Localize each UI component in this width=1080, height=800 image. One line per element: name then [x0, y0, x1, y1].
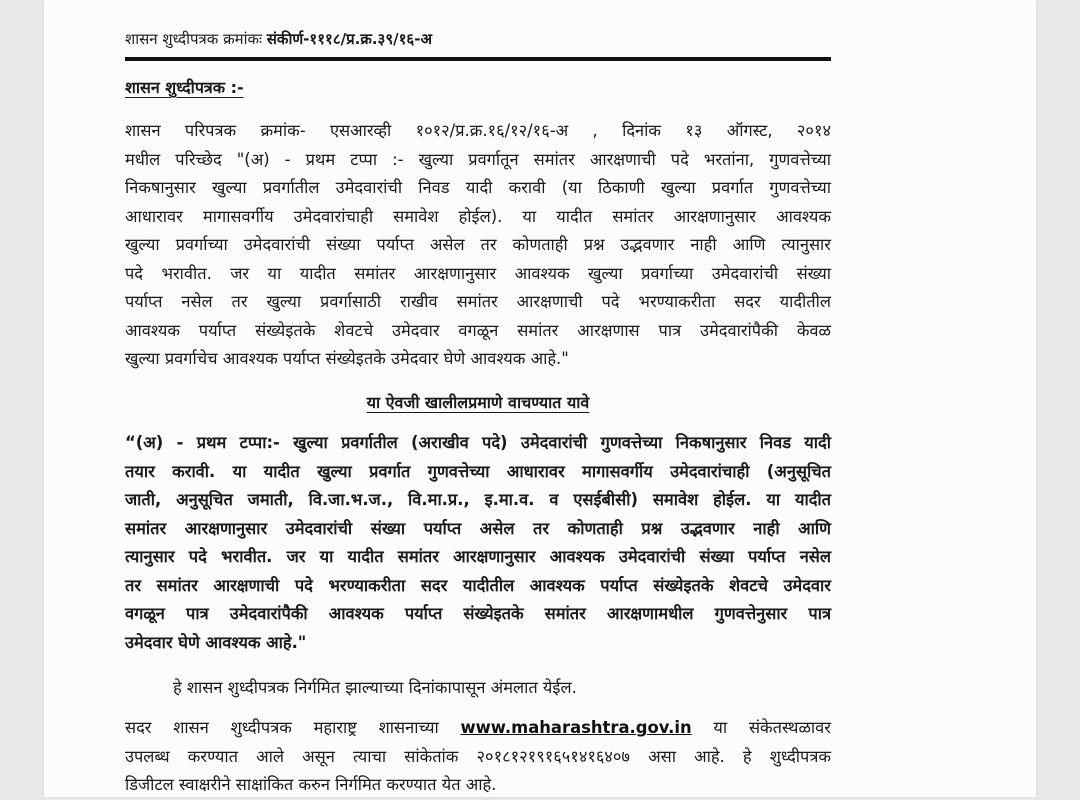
paragraph-line: तयार करावी. या यादीत खुल्या प्रवर्गात गुणवत्तेच्या आधारावर मागासवर्गीय उमेदवारांचाही (अनुसूचित	[125, 461, 831, 481]
page-title: शासन शुध्दीपत्रक :-	[125, 78, 244, 97]
paragraph-line: वगळून पात्र उमेदवारांपैकी आवश्यक पर्याप्त संख्येइतके समांतर आरक्षणामधील गुणवत्तेनुसार पात्र	[125, 604, 831, 623]
document-page	[44, 0, 1036, 797]
section-heading: या ऐवजी खालीलप्रमाणे वाचण्यात यावे	[366, 393, 590, 412]
paragraph-line: शासन परिपत्रक क्रमांक- एसआरव्ही १०१२/प्र.क्र.१६/१२/१६-अ , दिनांक १३ ऑगस्ट, २०१४	[125, 121, 831, 140]
paragraph-line: तर समांतर आरक्षणाची पदे भरण्याकरीता सदर यादीतील आवश्यक पर्याप्त संख्येइतके शेवटचे उमेदवार	[125, 575, 831, 595]
paragraph-line: मधील परिच्छेद "(अ) - प्रथम टप्पा :- खुल्या प्रवर्गातून समांतर आरक्षणाची पदे भरतांना, गुणवत्तेच्या	[125, 149, 831, 169]
paragraph-effective: हे शासन शुध्दीपत्रक निर्गमित झाल्याच्या दिनांकापासून अंमलात येईल.	[173, 678, 577, 697]
header-number: संकीर्ण-१११८/प्र.क्र.३९/१६-अ	[266, 30, 432, 48]
paragraph-line: जाती, अनुसूचित जमाती, वि.जा.भ.ज., वि.मा.प्र., इ.मा.व. व एसईबीसी) समावेश होईल. या यादीत	[125, 490, 831, 509]
website-text-after: या संकेतस्थळावर	[691, 718, 831, 737]
website-text-before: सदर शासन शुध्दीपत्रक महाराष्ट्र शासनाच्या	[125, 718, 461, 737]
header-rule	[125, 57, 831, 61]
paragraph-line: खुल्या प्रवर्गाचेच आवश्यक पर्याप्त संख्येइतके उमेदवार घेणे आवश्यक आहे."	[125, 349, 569, 368]
paragraph-line: पर्याप्त नसेल तर खुल्या प्रवर्गासाठी राखीव समांतर आरक्षणाची पदे भरण्याकरीता सदर यादीतील	[125, 292, 831, 311]
paragraph-line	[125, 714, 831, 743]
header-prefix: शासन शुध्दीपत्रक क्रमांकः	[125, 30, 267, 48]
paragraph-line: उमेदवार घेणे आवश्यक आहे."	[125, 632, 307, 652]
paragraph-line: निकषानुसार खुल्या प्रवर्गातील उमेदवारांची निवड यादी करावी (या ठिकाणी खुल्या प्रवर्गात गुणवत्तेच्या	[125, 178, 831, 197]
paragraph-line: उपलब्ध करण्यात आले असून त्याचा सांकेतांक २०१८१२१९१६५१४१६४०७ असा आहे. हे शुध्दीपत्रक	[125, 746, 831, 766]
paragraph-line: पदे भरावीत. जर या यादीत समांतर आरक्षणानुसार आवश्यक खुल्या प्रवर्गाच्या उमेदवारांची संख्या	[125, 263, 831, 283]
paragraph-line: डिजीटल स्वाक्षरीने साक्षांकित करुन निर्गमित करण्यात येत आहे.	[125, 775, 497, 794]
paragraph-line: आधारावर मागासवर्गीय उमेदवारांचाही समावेश होईल). या यादीत समांतर आरक्षणानुसार आवश्यक	[125, 206, 831, 226]
paragraph-replacement	[125, 429, 831, 657]
paragraph-website	[125, 714, 831, 800]
website-link[interactable]: www.maharashtra.gov.in	[460, 718, 692, 737]
paragraph-line: “(अ) - प्रथम टप्पा:- खुल्या प्रवर्गातील (अराखीव पदे) उमेदवारांची गुणवत्तेच्या निकषानुसार निवड यादी	[125, 433, 831, 452]
paragraph-line: खुल्या प्रवर्गाच्या उमेदवारांची संख्या पर्याप्त असेल तर कोणताही प्रश्न उद्भवणार नाही आणि त्यानुसार	[125, 235, 831, 254]
paragraph-original	[125, 117, 831, 374]
document-header	[125, 24, 831, 54]
paragraph-line: समांतर आरक्षणानुसार उमेदवारांची संख्या पर्याप्त असेल तर कोणताही प्रश्न उद्भवणार नाही आणि	[125, 518, 831, 538]
paragraph-line: आवश्यक पर्याप्त संख्येइतके शेवटचे उमेदवार वगळून समांतर आरक्षणास पात्र उमेदवारांपैकी केवळ	[125, 320, 831, 340]
paragraph-line: त्यानुसार पदे भरावीत. जर या यादीत समांतर आरक्षणानुसार आवश्यक उमेदवारांची संख्या पर्याप्त नसेल	[125, 547, 831, 566]
